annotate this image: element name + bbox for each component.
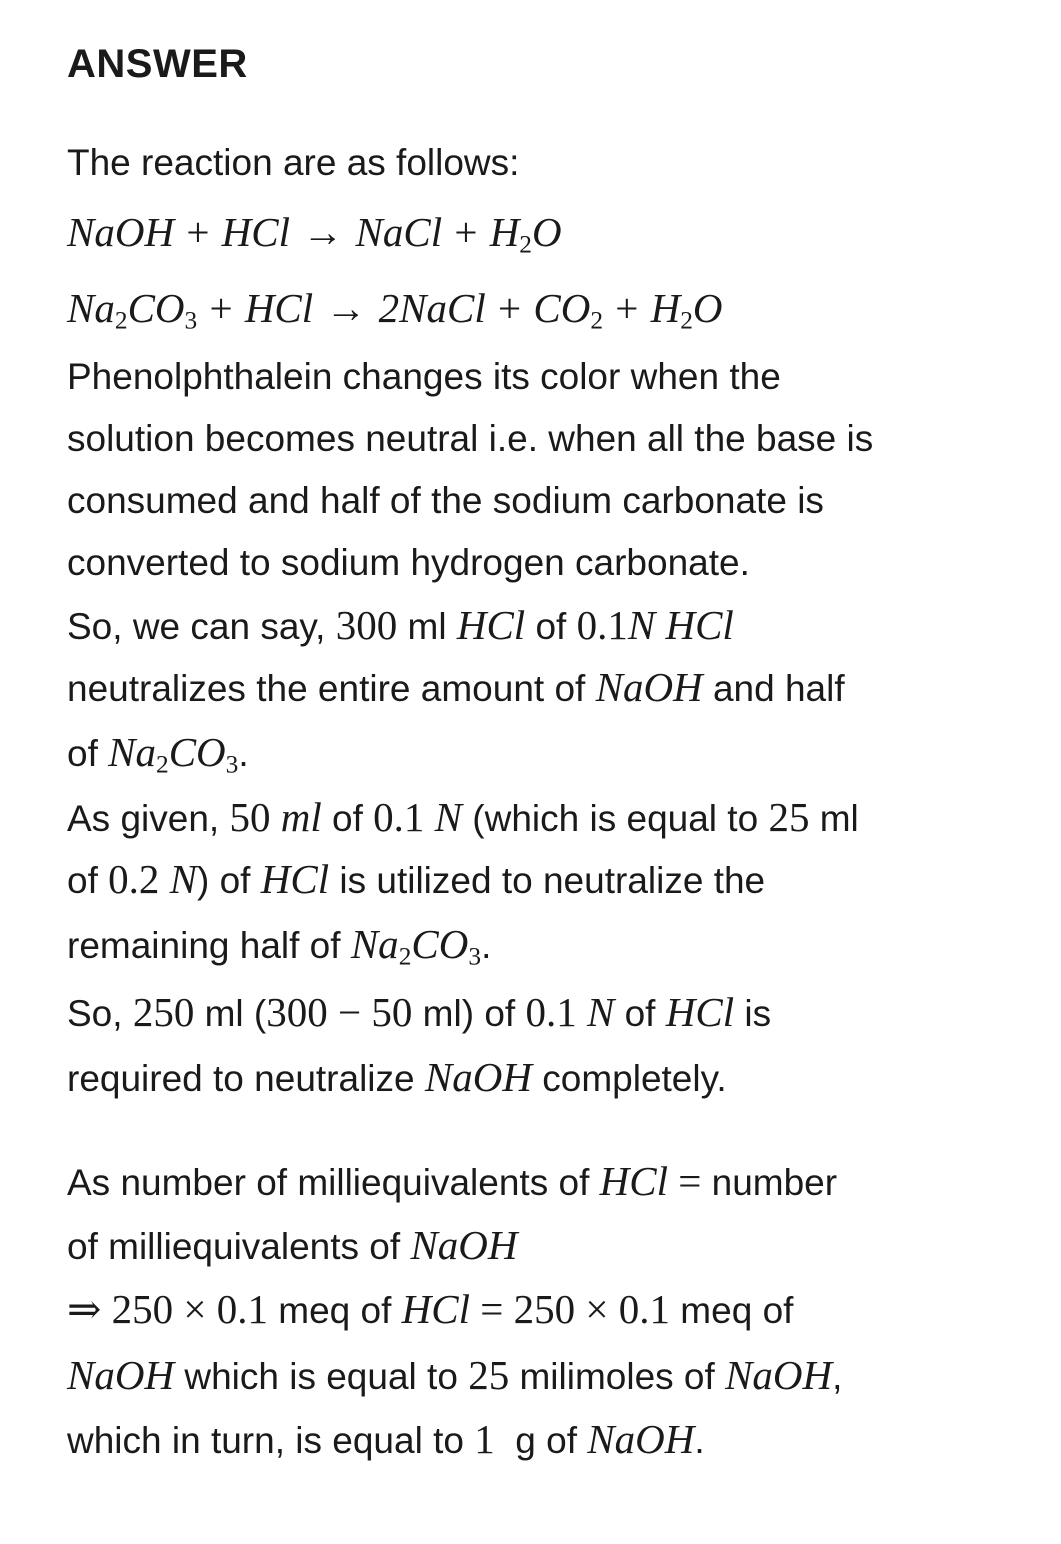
phenolphthalein-paragraph: Phenolphthalein changes its color when the solution becomes neutral i.e. when all the base is consumed and half of the sodium carbonate is converted to sodium hydrogen carbonate. [67,356,874,583]
equation-na2co3-hcl: $Na_2CO_3$ + HCl → 2NaCl + $CO_2 + H_2O$ [67,285,723,335]
hcl-300ml-paragraph: So, we can say, 300 ml HCl of 0.1N HCl neutralizes the entire amount of NaOH and half of $Na_2CO_3$. [67,602,845,779]
answer-heading: ANSWER [67,42,248,86]
equation-naoh-hcl: NaOH + HCl → NaCl + $H_2O$ [67,209,562,259]
answer-page [67,34,1027,1470]
hcl-50ml-paragraph: As given, 50 ml of 0.1 N (which is equal to 25 ml of 0.2 N) of HCl is utilized to neutralize the remaining half of $Na_2CO_3$. [67,794,859,971]
paragraph-gap [67,1108,1027,1148]
milliequivalents-paragraph: As number of milliequivalents of HCl = number of milliequivalents of NaOH ⇒ 250 × 0.1 meq of HCl = 250 × 0.1 meq of NaOH which is equal to 25 milimoles of NaOH, which in turn, is equal to 1 g of NaOH. [67,1158,843,1462]
intro-text: The reaction are as follows: [67,142,520,183]
hcl-250ml-paragraph: So, 250 ml (300 − 50 ml) of 0.1 N of HCl is required to neutralize NaOH completely. [67,989,772,1100]
